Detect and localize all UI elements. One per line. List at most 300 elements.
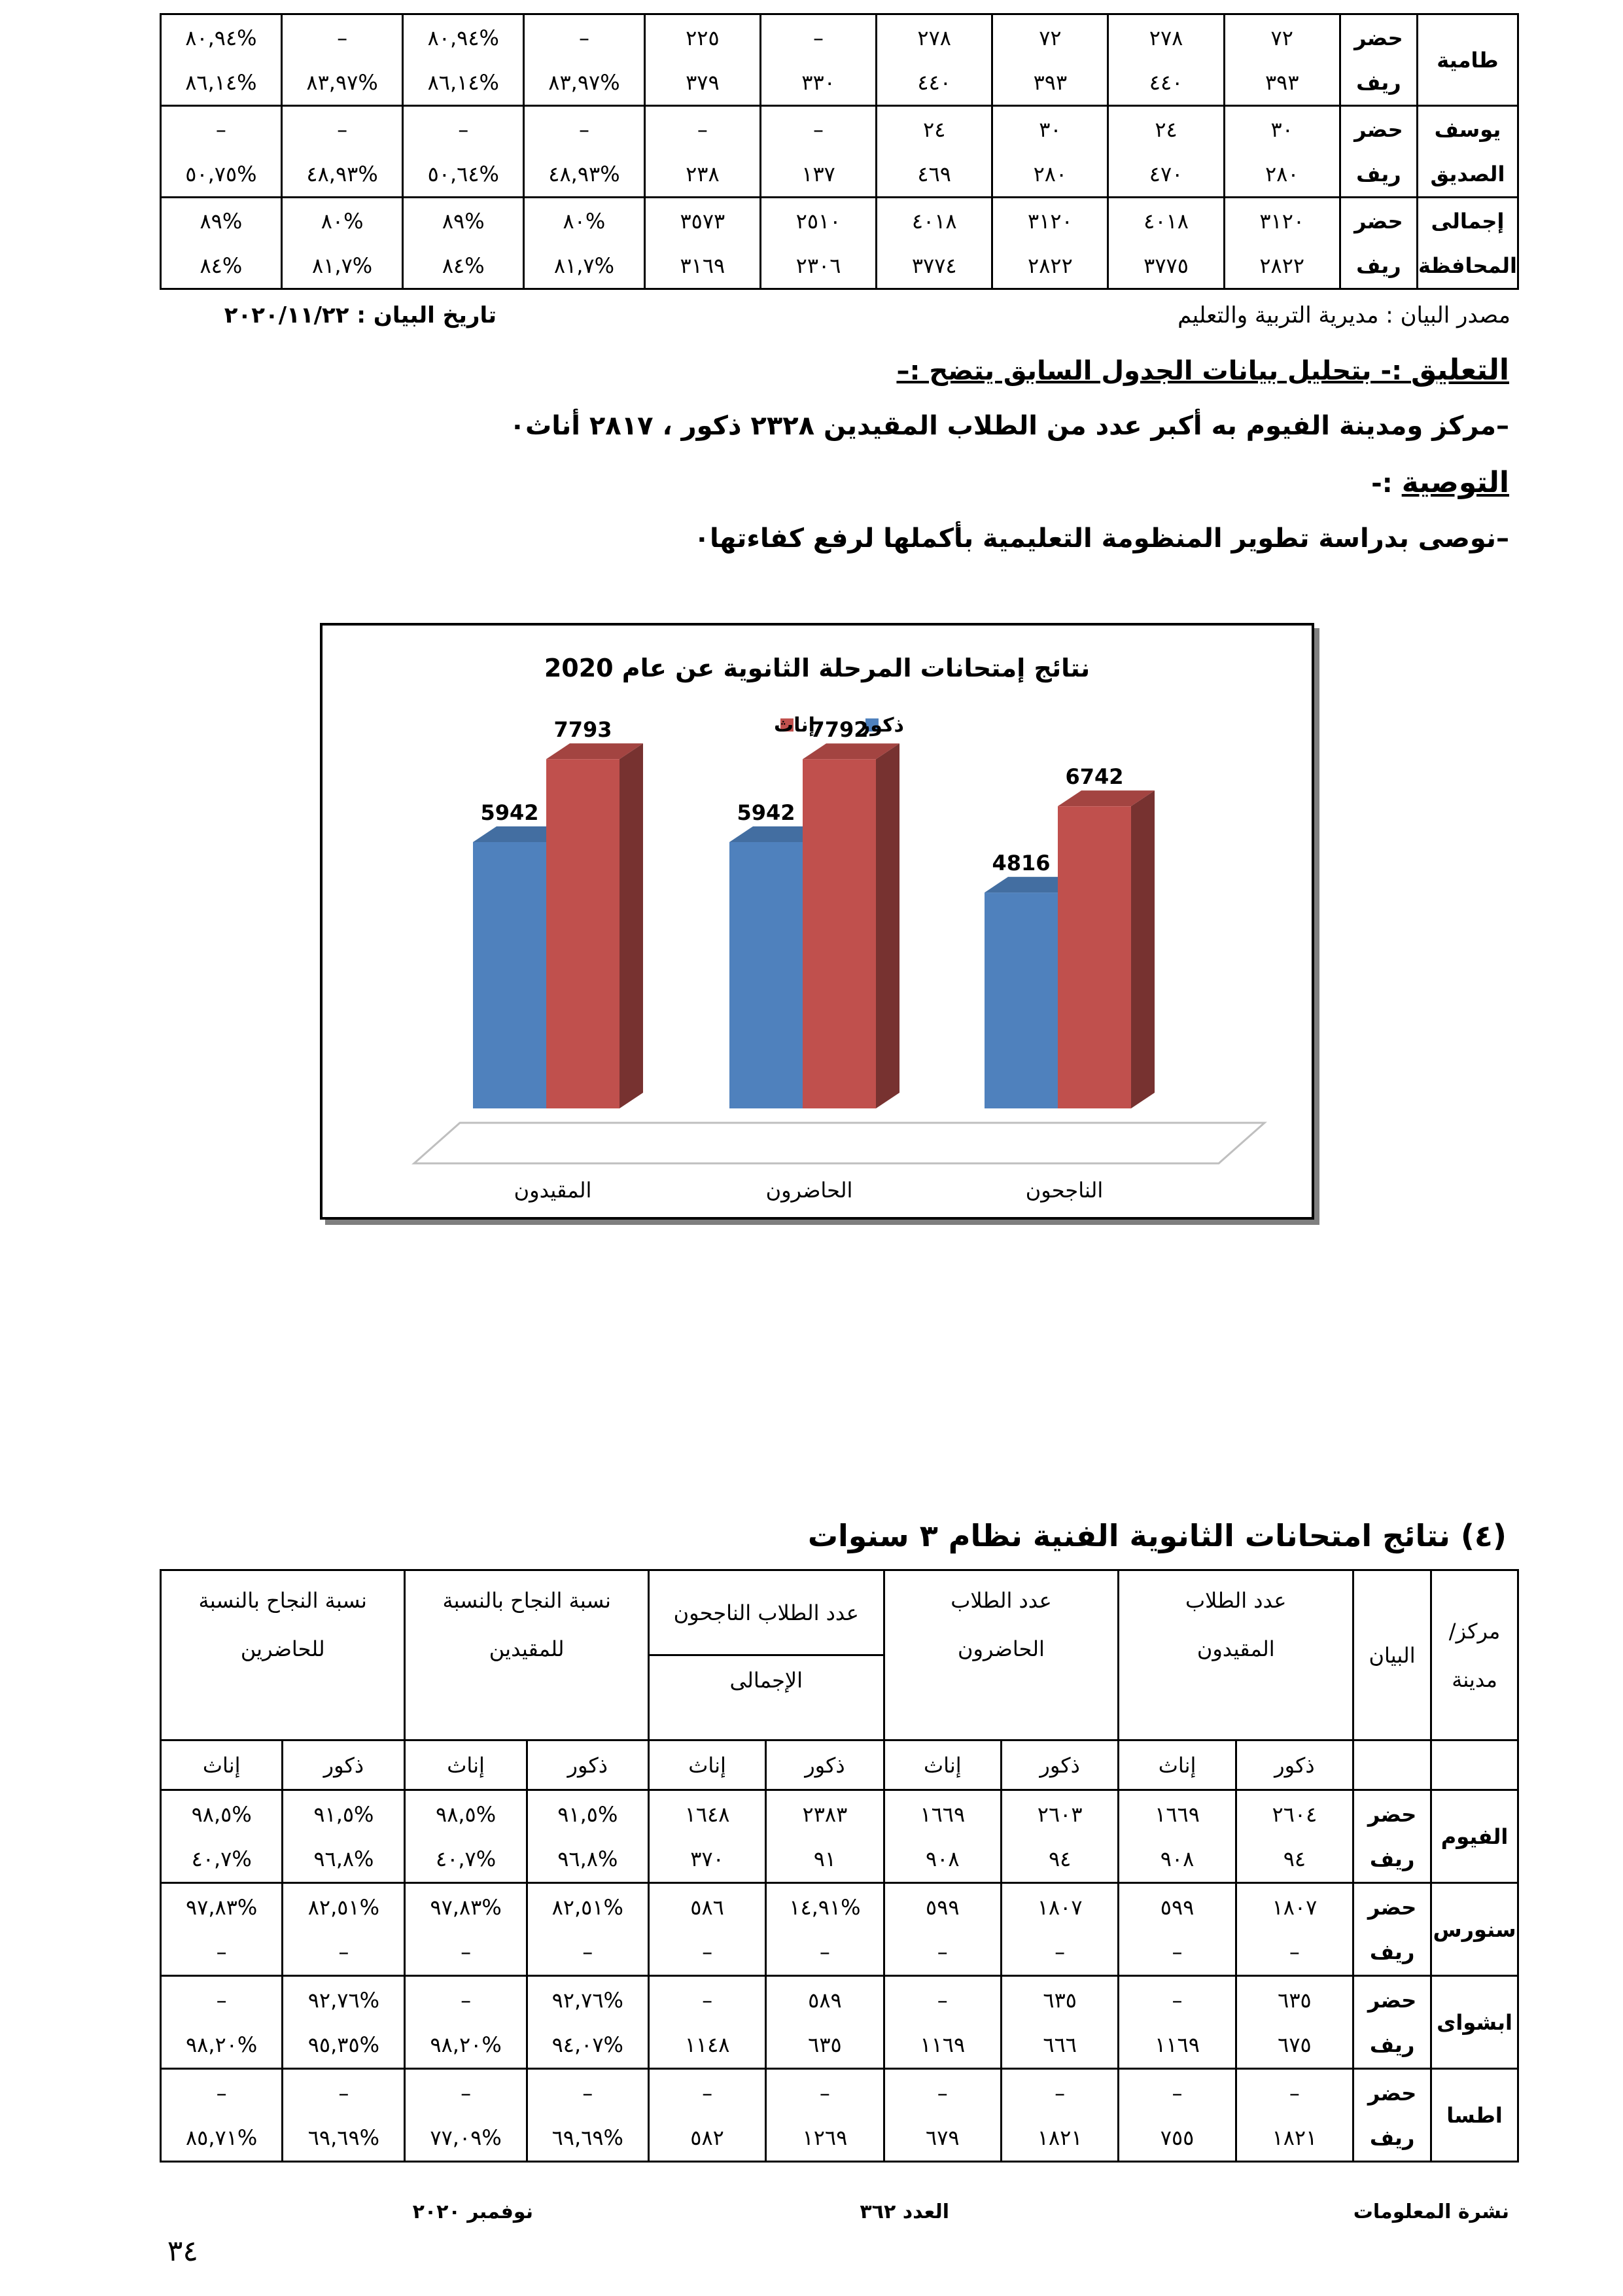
- table-cell: [403, 14, 524, 106]
- cell-value: –: [813, 116, 824, 142]
- table-cell: [766, 1976, 884, 2069]
- cell-value: ٢٨٢٢: [1259, 253, 1305, 278]
- cell-value: ٦٧٩: [926, 2125, 960, 2150]
- cell-value: %٤٨,٩٣: [548, 161, 620, 186]
- cell-value: ٣٧٩: [686, 69, 720, 95]
- cell-value: –: [582, 1939, 593, 1964]
- cell-value: %٩٤,٠٧: [551, 2032, 623, 2057]
- cell-value: ٣٥٧٣: [680, 208, 725, 234]
- cell-value: %٩٨,٥: [436, 1801, 497, 1827]
- cell-value: %١٤,٩١: [789, 1894, 861, 1920]
- cell-value: ٩٤: [1283, 1846, 1306, 1871]
- cell-value: ٩٤: [1048, 1846, 1072, 1871]
- cell-value: ١١٦٩: [920, 2032, 966, 2057]
- table-cell: [403, 198, 524, 289]
- table-cell: [524, 106, 645, 198]
- table-cell: [648, 1883, 765, 1976]
- cell-value: ٢٢٥: [686, 25, 720, 50]
- table-cell: [1236, 1976, 1353, 2069]
- table-cell: [281, 14, 403, 106]
- urban-rural-cell: [1340, 106, 1417, 198]
- table-cell: [283, 1883, 405, 1976]
- cell-value: ٢٧٨: [917, 25, 951, 50]
- header-male-label: ذكور: [1274, 1752, 1315, 1778]
- cell-value: ٣١٢٠: [1259, 208, 1305, 234]
- cell-value: %٨٤: [200, 253, 243, 278]
- urban-rural-cell: [1340, 198, 1417, 289]
- cell-value: ٧٥٥: [1160, 2125, 1195, 2150]
- cell-value: –: [338, 2080, 349, 2106]
- comment-heading: التعليق: [1411, 353, 1509, 387]
- cell-value: %٨٦,١٤: [185, 69, 257, 95]
- cell-value: %٩٥,٣٥: [307, 2032, 380, 2057]
- cell-value: ١٣٧: [801, 161, 835, 186]
- cell-value: –: [216, 1987, 227, 2013]
- cell-value: ٩٠٨: [926, 1846, 960, 1871]
- urban-rural-label: ريف: [1369, 2125, 1415, 2150]
- table-cell: [884, 2069, 1001, 2162]
- cell-value: ١٦٤٨: [684, 1801, 730, 1827]
- cell-value: ١٨٢١: [1037, 2125, 1083, 2150]
- table-cell: [527, 2069, 648, 2162]
- table-cell: [766, 2069, 884, 2162]
- row-name: طامية: [1437, 47, 1499, 73]
- cell-value: %٩٧,٨٣: [430, 1894, 502, 1920]
- header-pct-enrolled: نسبة النجاح بالنسبة للمقيدين: [405, 1570, 648, 1740]
- cell-value: ٦٣٥: [1043, 1987, 1077, 2013]
- cell-value: ٦٣٥: [1278, 1987, 1312, 2013]
- cell-value: %٩١,٥: [313, 1801, 374, 1827]
- footer-issue: العدد ٣٦٢: [860, 2200, 949, 2223]
- cell-value: ٥٨٩: [808, 1987, 842, 2013]
- cell-value: %٨٢,٥١: [307, 1894, 380, 1920]
- section-title: (٤) نتائج امتحانات الثانوية الفنية نظام ٣ سنوات: [807, 1518, 1507, 1553]
- table-cell: [403, 106, 524, 198]
- header-female-label: إناث: [1158, 1752, 1196, 1778]
- cell-value: %٦٩,٦٩: [551, 2125, 623, 2150]
- cell-value: ٤٤٠: [1149, 69, 1183, 95]
- table-cell: [992, 106, 1108, 198]
- header-male-label: ذكور: [567, 1752, 608, 1778]
- table-cell: [405, 2069, 527, 2162]
- chart-floor-plane: [414, 1123, 1265, 1163]
- table-cell: [884, 1976, 1001, 2069]
- chart-svg: [323, 626, 1312, 1217]
- comment-text: –مركز ومدينة الفيوم به أكبر عدد من الطلاب المقيدين ٢٣٢٨ ذكور ، ٢٨١٧ أناث٠: [509, 411, 1509, 441]
- table-cell: [1108, 106, 1224, 198]
- urban-rural-label: ريف: [1369, 1939, 1415, 1964]
- chart-title: نتائج إمتحانات المرحلة الثانوية عن عام 2020: [544, 654, 1091, 682]
- cell-value: ٤٠١٨: [1143, 208, 1189, 234]
- cell-value: %٨٩: [442, 208, 485, 234]
- cell-value: –: [937, 1939, 948, 1964]
- table-cell: [1001, 1790, 1118, 1883]
- header-male-label: ذكور: [1039, 1752, 1080, 1778]
- table-cell: [992, 198, 1108, 289]
- cell-value: ٧٢: [1039, 25, 1062, 50]
- table-row: [161, 106, 1518, 198]
- urban-rural-label: ريف: [1369, 1846, 1415, 1871]
- cell-value: –: [937, 1987, 948, 2013]
- data-label: 6742: [1065, 764, 1124, 790]
- table-cell: [1236, 2069, 1353, 2162]
- data-source: مصدر البيان : مديرية التربية والتعليم: [1178, 302, 1510, 328]
- cell-value: ٢٦٠٣: [1037, 1801, 1083, 1827]
- header-total: الإجمالى: [648, 1655, 884, 1740]
- cell-value: ٥٩٩: [926, 1894, 960, 1920]
- cell-value: –: [582, 2080, 593, 2106]
- table-row: [161, 1790, 1518, 1883]
- header-enrolled: عدد الطلاب المقيدون: [1119, 1570, 1353, 1740]
- table-cell: [1108, 198, 1224, 289]
- table-row: [161, 198, 1518, 289]
- cell-value: ٢٥١٠: [795, 208, 841, 234]
- cell-value: –: [819, 2080, 830, 2106]
- cell-value: –: [337, 25, 348, 50]
- row-name: الفيوم: [1440, 1824, 1509, 1849]
- header-male-label: ذكور: [805, 1752, 845, 1778]
- cell-value: %٤٠,٧: [191, 1846, 252, 1871]
- cell-value: %٩٨,٢٠: [185, 2032, 258, 2057]
- cell-value: %٩٦,٨: [313, 1846, 374, 1871]
- cell-value: ٢٣٨٣: [802, 1801, 848, 1827]
- row-name: سنورس: [1433, 1916, 1516, 1942]
- comment-heading-line: [896, 353, 1509, 387]
- table-cell: [161, 14, 282, 106]
- urban-rural-label: ريف: [1369, 2032, 1415, 2057]
- row-name: اطسا: [1446, 2102, 1503, 2128]
- cell-value: ٢٨٠: [1033, 161, 1068, 186]
- results-chart: [320, 623, 1314, 1220]
- cell-value: %٨١,٧: [553, 253, 614, 278]
- header-female: [161, 1740, 283, 1790]
- header-male: [1236, 1740, 1353, 1790]
- cell-value: –: [216, 2080, 227, 2106]
- table-cell: [644, 106, 760, 198]
- table-cell: [644, 14, 760, 106]
- table-cell: [161, 2069, 283, 2162]
- cell-value: %٩٦,٨: [557, 1846, 618, 1871]
- table-cell: [1119, 1883, 1236, 1976]
- cell-value: –: [702, 1939, 713, 1964]
- table-cell: [877, 14, 992, 106]
- table-cell: [405, 1790, 527, 1883]
- recommendation-heading: التوصية: [1401, 466, 1509, 499]
- cell-value: –: [337, 116, 348, 142]
- cell-value: %٨٩: [200, 208, 243, 234]
- table-cell: [760, 14, 876, 106]
- cell-value: ٢٤: [923, 116, 946, 142]
- table-row: [161, 1883, 1518, 1976]
- cell-value: –: [1172, 2080, 1183, 2106]
- urban-rural-label: حضر: [1367, 2080, 1417, 2106]
- cell-value: ٣٠: [1270, 116, 1293, 142]
- cell-value: %٩٢,٧٦: [307, 1987, 380, 2013]
- cell-value: –: [937, 2080, 948, 2106]
- data-label: 7792: [810, 717, 869, 743]
- cell-value: ٤٧٠: [1149, 161, 1183, 186]
- footer-bulletin: نشرة المعلومات: [1353, 2200, 1509, 2223]
- header-male: [1001, 1740, 1118, 1790]
- category-label: الحاضرون: [765, 1178, 853, 1203]
- cell-value: ٣٧٧٤: [911, 253, 957, 278]
- cell-value: %٥٠,٦٤: [427, 161, 499, 186]
- table-cell: [527, 1883, 648, 1976]
- urban-rural-label: ريف: [1356, 253, 1401, 278]
- row-name: ابشواى: [1437, 2009, 1512, 2035]
- header-female-label: إناث: [688, 1752, 726, 1778]
- cell-value: ٢٣٨: [686, 161, 720, 186]
- cell-value: ٤٤٠: [917, 69, 951, 95]
- cell-value: –: [1055, 2080, 1066, 2106]
- cell-value: ١٢٦٩: [802, 2125, 848, 2150]
- table-cell: [1001, 2069, 1118, 2162]
- cell-value: ٢٧٨: [1149, 25, 1183, 50]
- table-row: [161, 1976, 1518, 2069]
- bar-female: [1058, 790, 1155, 1108]
- cell-value: %٩٨,٥: [191, 1801, 252, 1827]
- table-cell: [1119, 2069, 1236, 2162]
- cell-value: %٨٥,٧١: [185, 2125, 258, 2150]
- cell-value: %٩٧,٨٣: [185, 1894, 258, 1920]
- results-table-continued: [160, 13, 1519, 290]
- gender-header-row: [161, 1740, 1518, 1790]
- footer-date: نوفمبر ٢٠٢٠: [412, 2200, 533, 2223]
- cell-value: %٨٢,٥١: [551, 1894, 623, 1920]
- chart-bars: [473, 743, 1155, 1108]
- data-label: 5942: [480, 800, 539, 825]
- cell-value: ٣٩٣: [1033, 69, 1068, 95]
- cell-value: %٨٣,٩٧: [306, 69, 378, 95]
- cell-value: ٣١٢٠: [1028, 208, 1073, 234]
- data-label: 5942: [737, 800, 795, 825]
- cell-value: ٥٩٩: [1160, 1894, 1195, 1920]
- cell-value: ٤٠١٨: [911, 208, 957, 234]
- table-cell: [161, 1883, 283, 1976]
- table-cell: [281, 198, 403, 289]
- table-cell: [527, 1790, 648, 1883]
- table-cell: [1236, 1883, 1353, 1976]
- cell-value: ٦٧٥: [1278, 2032, 1312, 2057]
- header-male: [766, 1740, 884, 1790]
- cell-value: ٣٧٠: [690, 1846, 724, 1871]
- cell-value: ٦٦٦: [1043, 2032, 1077, 2057]
- category-label: المقيدون: [514, 1178, 592, 1203]
- table-cell: [405, 1883, 527, 1976]
- header-female-label: إناث: [202, 1752, 241, 1778]
- cell-value: ٣٧٧٥: [1143, 253, 1189, 278]
- table-cell: [283, 1976, 405, 2069]
- cell-value: –: [702, 2080, 713, 2106]
- urban-rural-label: ريف: [1356, 161, 1401, 186]
- row-name-cell: [1431, 1976, 1518, 2069]
- cell-value: %٤٨,٩٣: [306, 161, 378, 186]
- cell-value: %٨٣,٩٧: [548, 69, 620, 95]
- header-male: [283, 1740, 405, 1790]
- bar-female: [546, 743, 643, 1108]
- header-female: [884, 1740, 1001, 1790]
- row-name: يوسف: [1434, 116, 1501, 142]
- cell-value: %٥٠,٧٥: [185, 161, 257, 186]
- table-cell: [992, 14, 1108, 106]
- cell-value: %٨٠: [563, 208, 606, 234]
- table-cell: [760, 106, 876, 198]
- category-label: الناجحون: [1025, 1178, 1104, 1203]
- header-female: [1119, 1740, 1236, 1790]
- row-name: إجمالى: [1431, 208, 1505, 234]
- row-name-cell: [1431, 2069, 1518, 2162]
- cell-value: ٢٨٠: [1265, 161, 1299, 186]
- table-cell: [161, 1976, 283, 2069]
- urban-rural-label: حضر: [1354, 116, 1403, 142]
- cell-value: –: [578, 116, 589, 142]
- cell-value: %٩٢,٧٦: [551, 1987, 623, 2013]
- cell-value: ١١٦٩: [1155, 2032, 1200, 2057]
- cell-value: %٨٦,١٤: [427, 69, 499, 95]
- cell-value: ٣٣٠: [801, 69, 835, 95]
- header-female-label: إناث: [923, 1752, 962, 1778]
- header-male: [527, 1740, 648, 1790]
- table-cell: [648, 2069, 765, 2162]
- table-cell: [527, 1976, 648, 2069]
- table-cell: [1001, 1976, 1118, 2069]
- cell-value: ٤٦٩: [917, 161, 951, 186]
- cell-value: ٣٩٣: [1265, 69, 1299, 95]
- urban-rural-cell: [1353, 1790, 1431, 1883]
- recommendation-heading-suffix: :-: [1371, 468, 1402, 499]
- urban-rural-label: حضر: [1367, 1801, 1417, 1827]
- table-cell: [283, 2069, 405, 2162]
- urban-rural-label: حضر: [1367, 1987, 1417, 2013]
- cell-value: ٦٣٥: [808, 2032, 842, 2057]
- legend-label: ذكور: [859, 714, 904, 737]
- table-cell: [877, 198, 992, 289]
- header-female-label: إناث: [447, 1752, 485, 1778]
- urban-rural-label: حضر: [1354, 25, 1403, 50]
- row-name: الصديق: [1430, 161, 1505, 186]
- urban-rural-cell: [1353, 2069, 1431, 2162]
- row-name-cell: [1417, 106, 1518, 198]
- technical-secondary-results-table: [160, 1569, 1519, 2163]
- cell-value: –: [458, 116, 469, 142]
- cell-value: ٢٦٠٤: [1272, 1801, 1318, 1827]
- cell-value: ٢٤: [1155, 116, 1178, 142]
- cell-value: ٥٨٦: [690, 1894, 724, 1920]
- header-pct-present: نسبة النجاح بالنسبة للحاضرين: [161, 1570, 405, 1740]
- data-label: 7793: [553, 717, 612, 743]
- header-male-label: ذكور: [323, 1752, 364, 1778]
- cell-value: ٢٣٠٦: [795, 253, 841, 278]
- urban-rural-cell: [1353, 1883, 1431, 1976]
- table-cell: [161, 198, 282, 289]
- cell-value: %٩١,٥: [557, 1801, 618, 1827]
- cell-value: ١١٤٨: [684, 2032, 730, 2057]
- row-name: المحافظة: [1418, 253, 1517, 278]
- cell-value: %٨١,٧: [312, 253, 373, 278]
- row-name-cell: [1417, 198, 1518, 289]
- cell-value: –: [461, 1939, 472, 1964]
- data-date: تاريخ البيان : ٢٠٢٠/١١/٢٢: [224, 302, 497, 328]
- recommendation-heading-line: [1371, 466, 1509, 499]
- header-present: عدد الطلاب الحاضرون: [884, 1570, 1119, 1740]
- table-cell: [644, 198, 760, 289]
- cell-value: –: [819, 1939, 830, 1964]
- cell-value: ٩٠٨: [1160, 1846, 1195, 1871]
- table-cell: [884, 1790, 1001, 1883]
- cell-value: %٧٧,٠٩: [430, 2125, 502, 2150]
- urban-rural-cell: [1340, 14, 1417, 106]
- cell-value: –: [1289, 1939, 1300, 1964]
- cell-value: %٨٠,٩٤: [427, 25, 499, 50]
- table-cell: [884, 1883, 1001, 1976]
- cell-value: –: [578, 25, 589, 50]
- urban-rural-label: ريف: [1356, 69, 1401, 95]
- table-cell: [766, 1883, 884, 1976]
- cell-value: ١٨٢١: [1272, 2125, 1318, 2150]
- table-cell: [281, 106, 403, 198]
- cell-value: %٦٩,٦٩: [307, 2125, 380, 2150]
- cell-value: –: [697, 116, 708, 142]
- table-cell: [1224, 198, 1340, 289]
- cell-value: ١٦٦٩: [920, 1801, 966, 1827]
- urban-rural-label: حضر: [1354, 208, 1403, 234]
- cell-value: ١٨٠٧: [1037, 1894, 1083, 1920]
- cell-value: %٤٠,٧: [436, 1846, 497, 1871]
- cell-value: ٣١٦٩: [680, 253, 725, 278]
- cell-value: %٨٤: [442, 253, 485, 278]
- table-row: [161, 14, 1518, 106]
- table-cell: [283, 1790, 405, 1883]
- table-cell: [760, 198, 876, 289]
- cell-value: ٧٢: [1270, 25, 1293, 50]
- chart-floor: [414, 1123, 1265, 1163]
- bar-female: [803, 743, 899, 1108]
- cell-value: ٥٨٢: [690, 2125, 724, 2150]
- cell-value: –: [215, 116, 226, 142]
- table-cell: [766, 1790, 884, 1883]
- table-body: [161, 14, 1518, 289]
- cell-value: %٨٠: [321, 208, 364, 234]
- header-female: [648, 1740, 765, 1790]
- table-cell: [648, 1790, 765, 1883]
- cell-value: –: [461, 1987, 472, 2013]
- table-cell: [405, 1976, 527, 2069]
- cell-value: ٩١: [813, 1846, 837, 1871]
- table-cell: [648, 1976, 765, 2069]
- cell-value: %٨٠,٩٤: [185, 25, 257, 50]
- legend-label: إناث: [774, 714, 815, 737]
- table-cell: [1119, 1790, 1236, 1883]
- urban-rural-label: حضر: [1367, 1894, 1417, 1920]
- cell-value: –: [813, 25, 824, 50]
- table-cell: [161, 106, 282, 198]
- header-center: مركز/مدينة: [1431, 1570, 1518, 1740]
- cell-value: ٣٠: [1039, 116, 1062, 142]
- cell-value: –: [1172, 1939, 1183, 1964]
- table-cell: [877, 106, 992, 198]
- table-cell: [1236, 1790, 1353, 1883]
- cell-value: –: [461, 2080, 472, 2106]
- cell-value: –: [216, 1939, 227, 1964]
- table-cell: [1119, 1976, 1236, 2069]
- row-name-cell: [1431, 1790, 1518, 1883]
- table-cell: [524, 14, 645, 106]
- page-number: ٣٤: [167, 2234, 198, 2268]
- row-name-cell: [1431, 1883, 1518, 1976]
- cell-value: –: [338, 1939, 349, 1964]
- cell-value: –: [1289, 2080, 1300, 2106]
- header-statement: البيان: [1353, 1570, 1431, 1740]
